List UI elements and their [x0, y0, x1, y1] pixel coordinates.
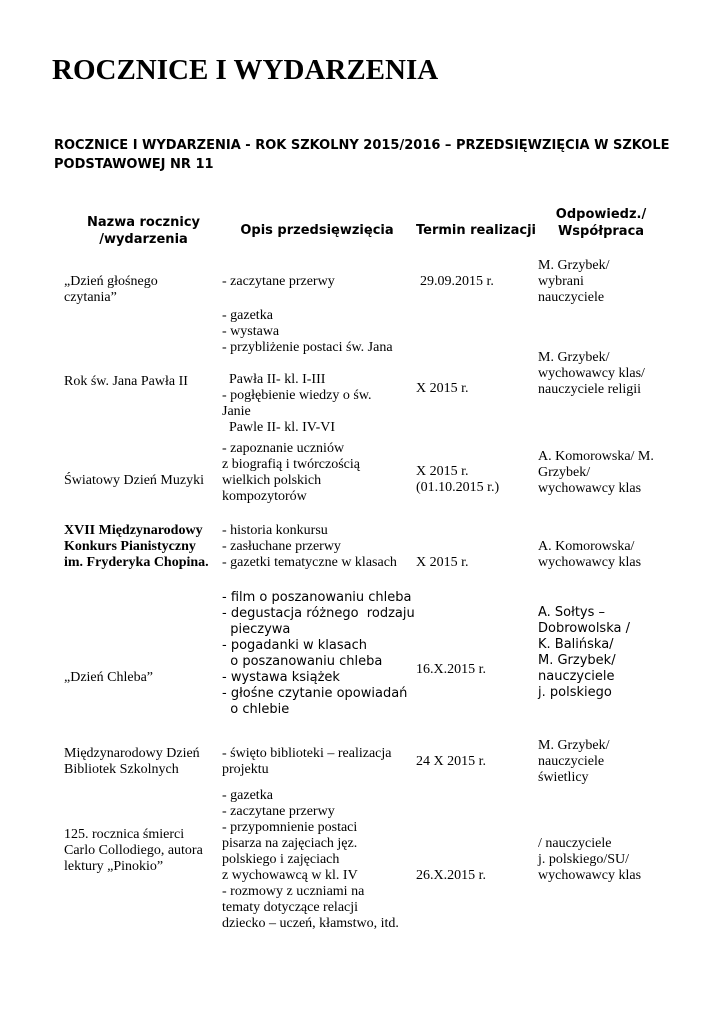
- header-resp-line: Współpraca: [557, 224, 645, 239]
- text-line: nauczyciele religii: [538, 382, 641, 397]
- text-line: Grzybek/: [538, 465, 591, 480]
- row-5-resp: [538, 605, 630, 701]
- text-line: X 2015 r.: [416, 555, 469, 570]
- row-1-resp: [538, 258, 610, 306]
- text-line: j. polskiego: [538, 685, 612, 700]
- text-line: Carlo Collodiego, autora: [64, 843, 203, 858]
- text-line: - zasłuchane przerwy: [222, 539, 341, 554]
- text-line: nauczyciele: [538, 290, 605, 305]
- text-line: wychowawcy klas: [538, 868, 642, 883]
- text-line: im. Fryderyka Chopina.: [64, 555, 209, 570]
- text-line: nauczyciele: [538, 754, 605, 769]
- text-line: A. Sołtys –: [538, 605, 606, 620]
- text-line: 29.09.2015 r.: [420, 274, 494, 289]
- row-6-resp: [538, 738, 610, 786]
- row-7-date: [416, 868, 486, 884]
- row-3-resp: [538, 449, 654, 497]
- text-line: K. Balińska/: [538, 637, 614, 652]
- text-line: M. Grzybek/: [538, 653, 616, 668]
- text-line: wybrani: [538, 274, 584, 289]
- text-line: wychowawcy klas: [538, 555, 642, 570]
- text-line: - gazetka: [222, 308, 273, 323]
- header-name: [76, 214, 211, 248]
- text-line: projektu: [222, 762, 269, 777]
- text-line: Pawle II- kl. IV-VI: [222, 420, 336, 435]
- text-line: - degustacja różnego rodzaju: [222, 606, 415, 621]
- text-line: dziecko – uczeń, kłamstwo, itd.: [222, 916, 399, 931]
- text-line: Rok św. Jana Pawła II: [64, 374, 188, 389]
- text-line: - wystawa: [222, 324, 280, 339]
- row-2-name: [64, 374, 188, 390]
- text-line: / nauczyciele: [538, 836, 612, 851]
- text-line: 26.X.2015 r.: [416, 868, 486, 883]
- row-3-date: [416, 464, 499, 496]
- row-1-name: [64, 274, 158, 306]
- text-line: - rozmowy z uczniami na: [222, 884, 365, 899]
- text-line: kompozytorów: [222, 489, 307, 504]
- text-line: - głośne czytanie opowiadań: [222, 686, 408, 701]
- text-line: Bibliotek Szkolnych: [64, 762, 179, 777]
- text-line: 16.X.2015 r.: [416, 662, 486, 677]
- text-line: A. Komorowska/ M.: [538, 449, 654, 464]
- header-name-line: /wydarzenia: [99, 232, 188, 247]
- text-line: polskiego i zajęciach: [222, 852, 340, 867]
- row-4-desc: [222, 523, 397, 571]
- text-line: X 2015 r.: [416, 381, 469, 396]
- row-4-name: [64, 523, 209, 571]
- row-2-resp: [538, 350, 645, 398]
- text-line: Janie: [222, 404, 251, 419]
- row-7-name: [64, 827, 203, 875]
- text-line: wielkich polskich: [222, 473, 322, 488]
- row-6-date: [416, 754, 486, 770]
- row-6-name: [64, 746, 200, 778]
- text-line: 125. rocznica śmierci: [64, 827, 185, 842]
- text-line: wychowawcy klas/: [538, 366, 645, 381]
- header-resp-line: Odpowiedz./: [555, 207, 647, 222]
- header-resp: [536, 206, 666, 240]
- text-line: Światowy Dzień Muzyki: [64, 473, 204, 488]
- row-2-date: [416, 381, 469, 397]
- page-subtitle: ROCZNICE I WYDARZENIA - ROK SZKOLNY 2015/2016 – PRZEDSIĘWZIĘCIA W SZKOLE PODSTAWOWEJ NR 11: [54, 138, 670, 172]
- header-desc: Opis przedsięwzięcia: [240, 223, 394, 238]
- text-line: „Dzień głośnego: [64, 274, 158, 289]
- row-3-name: [64, 473, 204, 489]
- row-6-desc: [222, 746, 392, 778]
- text-line: M. Grzybek/: [538, 738, 610, 753]
- text-line: - pogłębienie wiedzy o św.: [222, 388, 372, 403]
- text-line: tematy dotyczące relacji: [222, 900, 359, 915]
- text-line: M. Grzybek/: [538, 350, 610, 365]
- text-line: o chlebie: [222, 702, 290, 717]
- text-line: czytania”: [64, 290, 117, 305]
- text-line: świetlicy: [538, 770, 589, 785]
- row-7-resp: [538, 836, 641, 884]
- row-3-desc: [222, 441, 360, 505]
- text-line: - święto biblioteki – realizacja: [222, 746, 392, 761]
- header-name-line: Nazwa rocznicy: [86, 215, 201, 230]
- text-line: - zaczytane przerwy: [222, 274, 335, 289]
- text-line: - przypomnienie postaci: [222, 820, 358, 835]
- text-line: - gazetka: [222, 788, 273, 803]
- text-line: (01.10.2015 r.): [416, 480, 500, 495]
- text-line: Dobrowolska /: [538, 621, 630, 636]
- text-line: - wystawa książek: [222, 670, 340, 685]
- row-4-resp: [538, 539, 641, 571]
- row-1-desc: [222, 274, 335, 290]
- text-line: - pogadanki w klasach: [222, 638, 367, 653]
- text-line: XVII Międzynarodowy: [64, 523, 203, 538]
- page-title: ROCZNICE I WYDARZENIA: [52, 54, 439, 86]
- text-line: nauczyciele: [538, 669, 615, 684]
- text-line: Pawła II- kl. I-III: [222, 372, 326, 387]
- text-line: o poszanowaniu chleba: [222, 654, 383, 669]
- text-line: [222, 356, 393, 372]
- text-line: j. polskiego/SU/: [538, 852, 630, 867]
- text-line: z biografią i twórczością: [222, 457, 360, 472]
- text-line: - zapoznanie uczniów: [222, 441, 345, 456]
- row-5-date: [416, 662, 486, 678]
- text-line: „Dzień Chleba”: [64, 670, 154, 685]
- row-2-desc: [222, 308, 393, 436]
- text-line: lektury „Pinokio”: [64, 859, 164, 874]
- text-line: Międzynarodowy Dzień: [64, 746, 200, 761]
- text-line: - zaczytane przerwy: [222, 804, 335, 819]
- text-line: X 2015 r.: [416, 464, 469, 479]
- text-line: - historia konkursu: [222, 523, 328, 538]
- text-line: M. Grzybek/: [538, 258, 610, 273]
- text-line: pieczywa: [222, 622, 291, 637]
- row-5-name: [64, 670, 153, 686]
- text-line: Konkurs Pianistyczny: [64, 539, 196, 554]
- header-date: Termin realizacji: [415, 223, 537, 238]
- text-line: z wychowawcą w kl. IV: [222, 868, 358, 883]
- row-4-date: [416, 555, 469, 571]
- row-1-date: [420, 274, 494, 290]
- text-line: - film o poszanowaniu chleba: [222, 590, 412, 605]
- text-line: - przybliżenie postaci św. Jana: [222, 340, 393, 355]
- text-line: pisarza na zajęciach jęz.: [222, 836, 358, 851]
- text-line: 24 X 2015 r.: [416, 754, 486, 769]
- text-line: wychowawcy klas: [538, 481, 642, 496]
- row-7-desc: [222, 788, 399, 932]
- text-line: - gazetki tematyczne w klasach: [222, 555, 397, 570]
- row-5-desc: [222, 590, 415, 718]
- text-line: A. Komorowska/: [538, 539, 635, 554]
